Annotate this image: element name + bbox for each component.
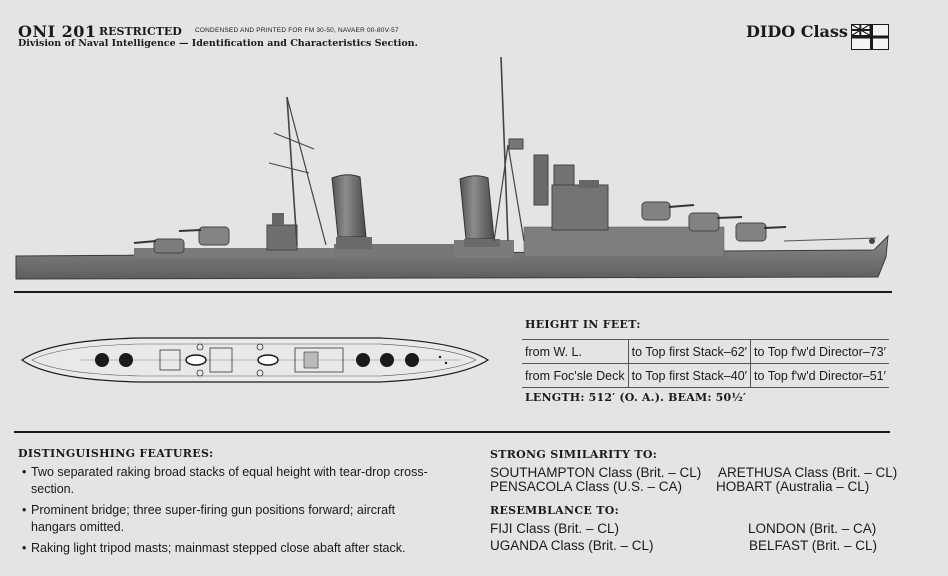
table-cell: from Foc'sle Deck	[522, 364, 628, 388]
document-code: ONI 201	[18, 22, 97, 41]
similar-class: HOBART (Australia – CL)	[716, 479, 870, 494]
features-heading: DISTINGUISHING FEATURES:	[18, 447, 214, 460]
resemblance-heading: RESEMBLANCE TO:	[490, 504, 619, 517]
height-table	[522, 339, 889, 388]
features-list	[18, 464, 438, 561]
resembling-class: UGANDA Class (Brit. – CL)	[490, 538, 654, 553]
list-item: • Raking light tripod masts; mainmast stepped close abaft after stack.	[18, 540, 438, 557]
table-cell: to Top f'w'd Director–51′	[751, 364, 889, 388]
similarity-heading: STRONG SIMILARITY TO:	[490, 448, 658, 461]
restricted-label: RESTRICTED	[99, 25, 182, 38]
table-row	[522, 364, 889, 388]
resembling-class: BELFAST (Brit. – CL)	[749, 538, 878, 553]
class-title: DIDO Class	[746, 22, 848, 41]
height-heading: HEIGHT IN FEET:	[525, 318, 641, 331]
table-cell: to Top first Stack–40′	[628, 364, 750, 388]
division-line: Division of Naval Intelligence — Identification and Characteristics Section.	[18, 38, 418, 49]
table-cell: to Top f'w'd Director–73′	[751, 340, 889, 364]
resembling-class: LONDON (Brit. – CA)	[748, 521, 877, 536]
similar-class: PENSACOLA Class (U.S. – CA)	[490, 479, 683, 494]
similar-class: ARETHUSA Class (Brit. – CL)	[718, 465, 898, 480]
divider-top	[14, 291, 892, 293]
length-beam: LENGTH: 512′ (O. A.). BEAM: 50½′	[525, 391, 747, 404]
list-item: • Two separated raking broad stacks of equal height with tear-drop cross-section.	[18, 464, 438, 498]
resembling-class: FIJI Class (Brit. – CL)	[490, 521, 620, 536]
table-cell: to Top first Stack–62′	[628, 340, 750, 364]
table-cell: from W. L.	[522, 340, 628, 364]
british-ensign-icon	[851, 24, 889, 50]
list-item: • Prominent bridge; three super-firing gun positions forward; aircraft hangars omitted.	[18, 502, 438, 536]
divider-middle	[14, 431, 890, 433]
ship-plan-view-illustration	[20, 330, 490, 390]
similar-class: SOUTHAMPTON Class (Brit. – CL)	[490, 465, 702, 480]
table-row	[522, 340, 889, 364]
printing-note: CONDENSED AND PRINTED FOR FM 30-50, NAVAER 00-80V-57	[195, 27, 399, 34]
ship-side-profile-illustration	[14, 55, 894, 287]
